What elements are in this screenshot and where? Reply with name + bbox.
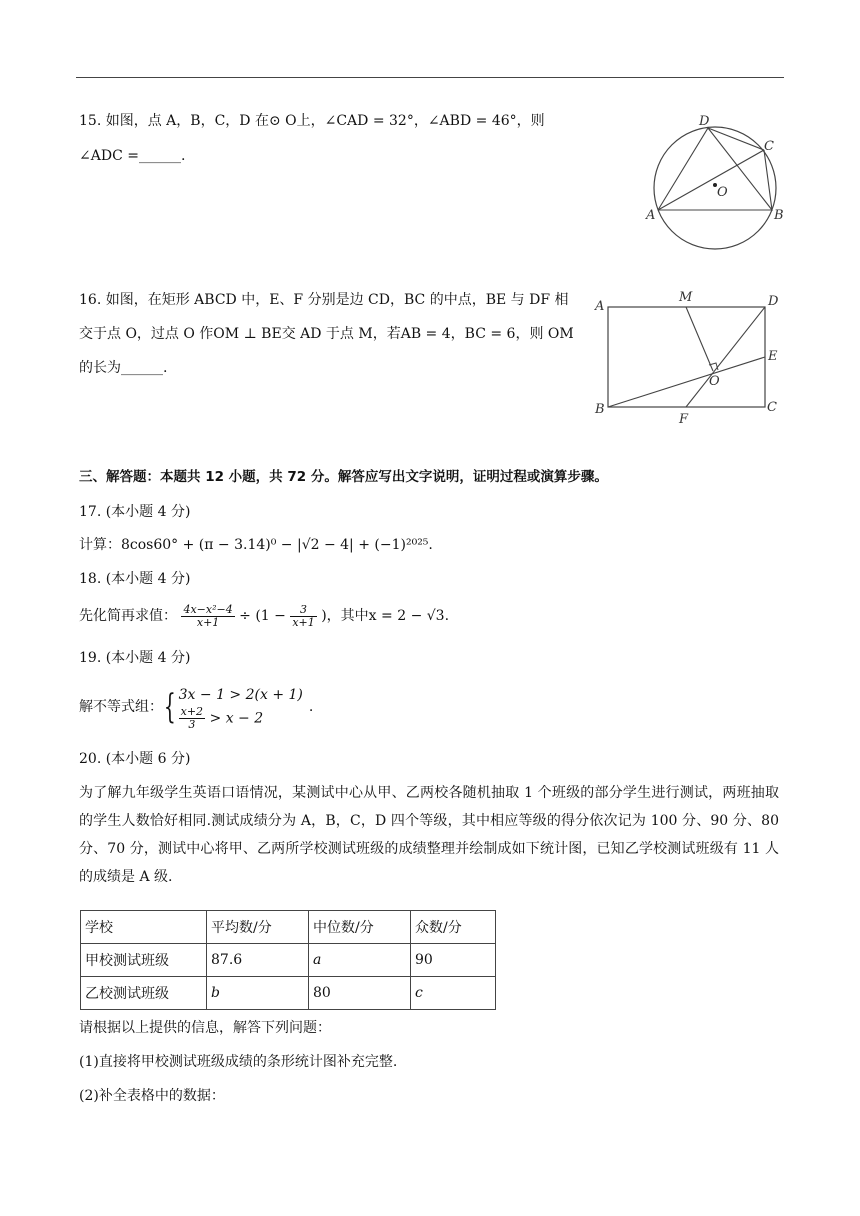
q19-ineq1: 3x − 1 > 2(x + 1) xyxy=(178,686,303,703)
q16-label-e: E xyxy=(768,349,778,364)
q18-fraction-1 xyxy=(181,604,234,629)
q20-instruction: 请根据以上提供的信息，解答下列问题： xyxy=(79,1020,331,1036)
q16-rectangle-figure xyxy=(585,285,785,430)
q16-label-m: M xyxy=(679,290,693,305)
table-header-cell: 中位数/分 xyxy=(309,911,411,944)
q18-frac1-num: 4x−x²−4 xyxy=(183,602,233,616)
q18-suffix: )，其中x = 2 − √3. xyxy=(321,608,450,624)
table-header-cell: 学校 xyxy=(81,911,207,944)
q19-prefix: 解不等式组： xyxy=(79,699,163,715)
q15-label-o: O xyxy=(717,185,728,200)
q16-label-a: A xyxy=(595,299,605,314)
q18-fraction-2 xyxy=(290,604,316,629)
q16-line1: 16. 如图，在矩形 ABCD 中，E、F 分别是边 CD，BC 的中点，BE 与 DF 相 xyxy=(79,292,569,308)
q16-label-d: D xyxy=(768,294,779,309)
q18-body xyxy=(79,601,449,631)
q15-line2: ∠ADC =______. xyxy=(79,148,186,164)
table-cell: b xyxy=(207,977,309,1010)
q16-line2: 交于点 O，过点 O 作OM ⊥ BE交 AD 于点 M，若AB = 4，BC = 6，则 OM xyxy=(79,326,574,342)
q16-line3: 的长为______. xyxy=(79,360,168,376)
q15-label-b: B xyxy=(774,208,784,223)
table-cell: 乙校测试班级 xyxy=(81,977,207,1010)
table-row xyxy=(81,977,496,1010)
q16-label-b: B xyxy=(595,402,605,417)
q20-sub1: (1)直接将甲校测试班级成绩的条形统计图补充完整. xyxy=(79,1054,398,1070)
q19-ineq2-rest: > x − 2 xyxy=(209,710,264,726)
q19-frac-num: x+2 xyxy=(180,704,204,718)
table-header-cell: 众数/分 xyxy=(411,911,496,944)
q18-frac1-den: x+1 xyxy=(196,615,220,629)
q19-brace: { xyxy=(163,687,176,727)
q20-sub2: (2)补全表格中的数据： xyxy=(79,1088,225,1104)
q18-frac2-den: x+1 xyxy=(292,615,315,629)
header-rule xyxy=(76,77,784,78)
q16-label-o: O xyxy=(709,374,720,389)
q19-ineq2 xyxy=(179,706,303,731)
q15-label-c: C xyxy=(764,139,774,154)
q20-head: 20. (本小题 6 分) xyxy=(79,751,191,767)
table-cell: 甲校测试班级 xyxy=(81,944,207,977)
table-cell: a xyxy=(309,944,411,977)
table-header-row xyxy=(81,911,496,944)
table-cell: 87.6 xyxy=(207,944,309,977)
q17-head: 17. (本小题 4 分) xyxy=(79,504,191,520)
q20-score-table xyxy=(80,910,496,1010)
table-cell: 90 xyxy=(411,944,496,977)
q19-fraction xyxy=(179,706,205,731)
q18-frac2-num: 3 xyxy=(290,604,316,617)
q19-frac-den: 3 xyxy=(188,717,196,731)
q16-label-f: F xyxy=(679,412,689,427)
q18-middle: ÷ (1 − xyxy=(239,608,286,624)
q15-label-d: D xyxy=(699,114,710,129)
q19-suffix: . xyxy=(308,699,314,715)
q18-head: 18. (本小题 4 分) xyxy=(79,571,191,587)
section3-heading: 三、解答题：本题共 12 小题，共 72 分。解答应写出文字说明，证明过程或演算步骤。 xyxy=(79,469,608,485)
q15-line1: 15. 如图，点 A，B，C，D 在⊙ O上，∠CAD = 32°，∠ABD = 46°，则 xyxy=(79,113,545,129)
table-row xyxy=(81,944,496,977)
table-cell: 80 xyxy=(309,977,411,1010)
q15-circle-figure xyxy=(640,110,790,260)
q19-system xyxy=(179,684,303,731)
q17-body: 计算：8cos60° + (π − 3.14)⁰ − |√2 − 4| + (−1)²⁰²⁵. xyxy=(79,537,433,553)
table-cell: c xyxy=(411,977,496,1010)
q15-label-a: A xyxy=(646,208,656,223)
table-header-cell: 平均数/分 xyxy=(207,911,309,944)
q20-paragraph: 为了解九年级学生英语口语情况，某测试中心从甲、乙两校各随机抽取 1 个班级的部分学生进行测试，两班抽取的学生人数恰好相同.测试成绩分为 A，B，C，D 四个等级，其中相应等级的得分依次记为 100 分、90 分、80 分、70 分，测试中心将甲、乙两所学校测试班级的成绩整理并绘制成如下统计图，已知乙学校测试班级有 11 人的成绩是 A 级. xyxy=(79,785,779,885)
q18-prefix: 先化简再求值： xyxy=(79,608,177,624)
q16-label-c: C xyxy=(767,400,777,415)
q19-body xyxy=(79,682,313,732)
q19-head: 19. (本小题 4 分) xyxy=(79,650,191,666)
